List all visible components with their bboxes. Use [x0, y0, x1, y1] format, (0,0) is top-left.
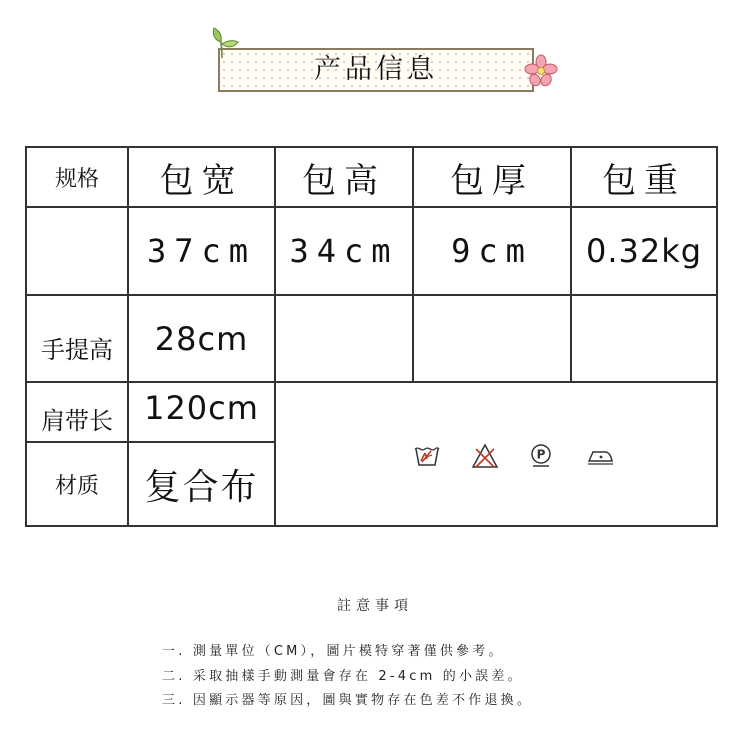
hand-wash-icon [413, 443, 441, 469]
handle-label: 手提高 [41, 336, 113, 364]
note-item: 二. 采取抽樣手動測量會存在 2-4cm 的小誤差。 [162, 669, 524, 684]
note-item: 一. 測量單位（CM），圖片模特穿著僅供參考。 [162, 644, 505, 659]
dry-clean-p-icon [529, 443, 557, 469]
page-title: 产品信息 [314, 54, 438, 85]
strap-label: 肩带长 [41, 406, 113, 435]
width-header: 包宽 [159, 160, 244, 201]
height-value: 34cm [289, 232, 399, 270]
width-value: 37cm [146, 232, 257, 270]
material-value: 复合布 [144, 466, 259, 508]
weight-value: 0.32kg [585, 232, 703, 270]
svg-text:P: P [536, 447, 546, 462]
care-icons [413, 443, 633, 471]
height-header: 包高 [302, 160, 386, 201]
spec-header: 规格 [54, 166, 99, 192]
notes-title: 註意事項 [337, 598, 413, 614]
iron-icon [585, 443, 617, 469]
note-item: 三. 因顯示器等原因，圖與實物存在色差不作退換。 [162, 693, 534, 708]
material-label: 材质 [54, 473, 99, 499]
no-bleach-icon [471, 443, 499, 469]
depth-value: 9cm [451, 232, 533, 270]
depth-header: 包厚 [450, 160, 534, 201]
flower-icon [524, 54, 558, 88]
title-banner [218, 40, 534, 94]
weight-header: 包重 [602, 160, 686, 201]
spec-table [25, 146, 718, 527]
leaf-icon [210, 24, 246, 60]
handle-value: 28cm [154, 319, 249, 358]
strap-value: 120cm [144, 389, 259, 427]
